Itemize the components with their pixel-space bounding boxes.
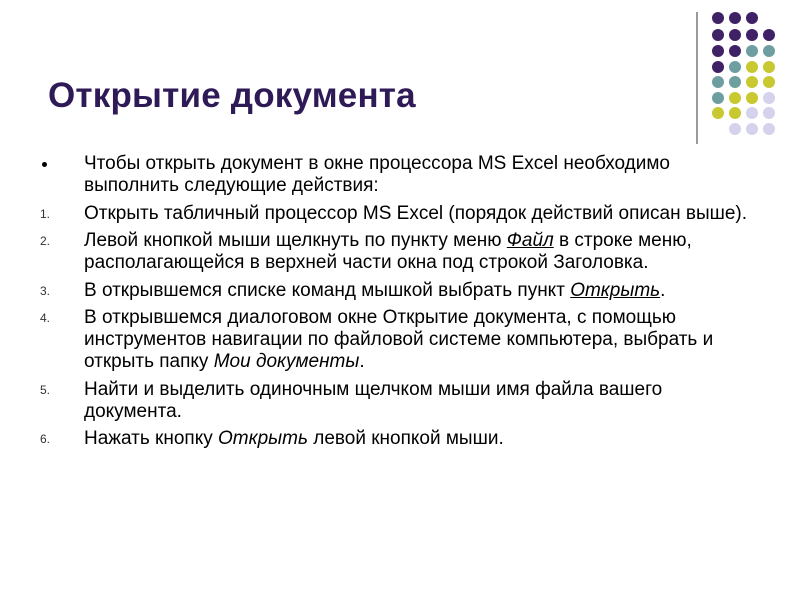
my-documents-term: Мои документы bbox=[213, 351, 360, 372]
decor-dot bbox=[746, 107, 758, 119]
decor-dot bbox=[763, 107, 775, 119]
divider-line bbox=[696, 12, 698, 144]
decor-dot bbox=[712, 107, 724, 119]
decor-dot bbox=[712, 76, 724, 88]
step-number: 1. bbox=[40, 206, 51, 221]
decor-dot bbox=[712, 92, 724, 104]
step-text: Нажать кнопку Открыть левой кнопкой мыши. bbox=[84, 428, 504, 449]
decor-dot bbox=[746, 92, 758, 104]
decor-dot bbox=[712, 12, 724, 24]
decor-dot bbox=[729, 12, 741, 24]
bullet-text: Чтобы открыть документ в окне процессора MS Excel необходимо выполнить следующие действия: bbox=[84, 153, 670, 196]
slide-content bbox=[40, 153, 760, 456]
open-button-term: Открыть bbox=[218, 428, 308, 449]
step-item-5 bbox=[40, 379, 760, 423]
step-number: 4. bbox=[40, 311, 51, 325]
menu-file-term: Файл bbox=[506, 230, 554, 251]
step-item-2 bbox=[40, 230, 760, 274]
step-item-6 bbox=[40, 428, 760, 450]
decor-dot bbox=[746, 61, 758, 73]
decor-dot bbox=[763, 76, 775, 88]
step-text: Открыть табличный процессор MS Excel (порядок действий описан выше). bbox=[84, 202, 748, 224]
decor-dot bbox=[746, 12, 758, 24]
decor-dot bbox=[729, 92, 741, 104]
decor-dot bbox=[729, 123, 741, 135]
decor-dot bbox=[712, 45, 724, 57]
decor-dot bbox=[729, 45, 741, 57]
decor-dot bbox=[712, 61, 724, 73]
step-text: Левой кнопкой мыши щелкнуть по пункту меню Файл в строке меню, располагающейся в верхней части окна под строкой Заголовка. bbox=[84, 230, 692, 273]
step-number: 3. bbox=[40, 283, 51, 298]
step-item-3 bbox=[40, 280, 760, 302]
decor-dot bbox=[763, 61, 775, 73]
step-text: В открывшемся списке команд мышкой выбрать пункт Открыть. bbox=[84, 279, 666, 301]
step-number: 2. bbox=[40, 234, 51, 248]
decor-dot bbox=[763, 92, 775, 104]
decor-dot bbox=[763, 45, 775, 57]
decor-dot bbox=[763, 29, 775, 41]
decor-dot bbox=[746, 123, 758, 135]
bullet-item bbox=[40, 153, 760, 197]
decor-dot bbox=[746, 76, 758, 88]
decor-dot bbox=[746, 45, 758, 57]
decor-dot bbox=[729, 107, 741, 119]
step-item-1 bbox=[40, 203, 760, 225]
slide-title: Открытие документа bbox=[48, 76, 416, 115]
step-text: Найти и выделить одиночным щелчком мыши имя файла вашего документа. bbox=[84, 378, 663, 422]
decor-dot bbox=[729, 29, 741, 41]
step-text: В открывшемся диалоговом окне Открытие документа, с помощью инструментов навигации по файловой системе компьютера, выбрать и открыть папку Мои документы. bbox=[84, 307, 714, 372]
decor-dot bbox=[746, 29, 758, 41]
step-number: 6. bbox=[40, 432, 51, 446]
step-item-4 bbox=[40, 307, 760, 373]
open-command-term: Открыть bbox=[570, 279, 661, 301]
decor-dot bbox=[729, 76, 741, 88]
bullet-marker bbox=[42, 162, 47, 167]
decor-dot bbox=[763, 123, 775, 135]
step-number: 5. bbox=[40, 382, 51, 397]
decor-dot bbox=[712, 29, 724, 41]
decor-dot bbox=[729, 61, 741, 73]
